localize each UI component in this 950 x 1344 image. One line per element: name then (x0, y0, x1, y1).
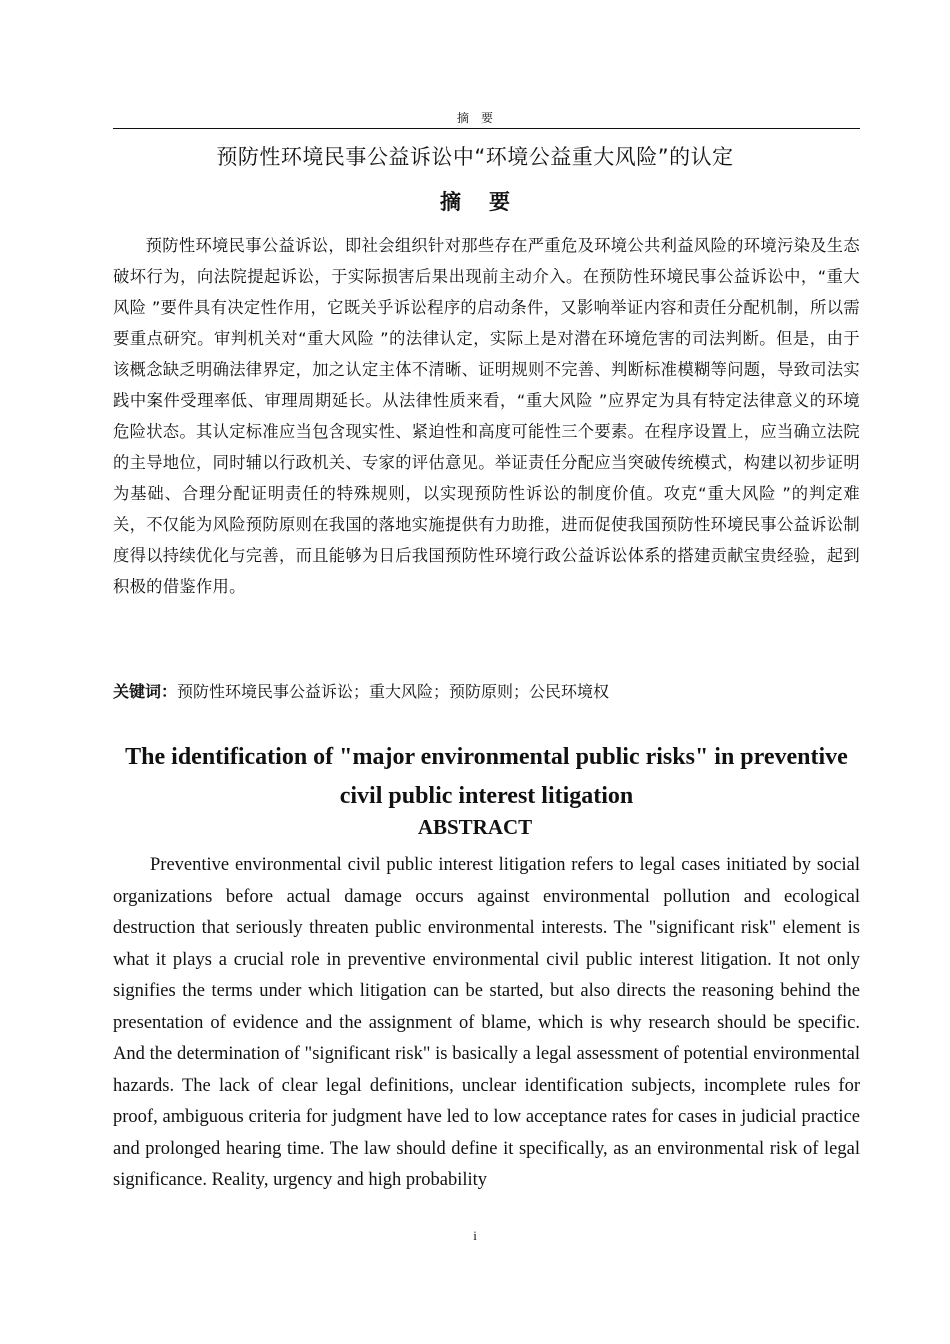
english-abstract-body: Preventive environmental civil public interest litigation refers to legal cases initiated by social organizations before actual damage occurs against environmental pollution and ecological destruction that seriously threaten public environmental interests. The "significant risk" element is what it plays a crucial role in preventive environmental civil public interest litigation. It not only signifies the terms under which litigation can be started, but also directs the reasoning behind the presentation of evidence and the assignment of blame, which is why research should be specific. And the determination of "significant risk" is basically a legal assessment of potential environmental hazards. The lack of clear legal definitions, unclear identification subjects, incomplete rules for proof, ambiguous criteria for judgment have led to low acceptance rates for cases in judicial practice and prolonged hearing time. The law should define it specifically, as an environmental risk of legal significance. Reality, urgency and high probability (113, 855, 860, 1190)
chinese-abstract-body: 预防性环境民事公益诉讼，即社会组织针对那些存在严重危及环境公共利益风险的环境污染及生态破坏行为，向法院提起诉讼，于实际损害后果出现前主动介入。在预防性环境民事公益诉讼中，“重大风险 ”要件具有决定性作用，它既关乎诉讼程序的启动条件，又影响举证内容和责任分配机制，所以需要重点研究。审判机关对“重大风险 ”的法律认定，实际上是对潜在环境危害的司法判断。但是，由于该概念缺乏明确法律界定，加之认定主体不清晰、证明规则不完善、判断标准模糊等问题，导致司法实践中案件受理率低、审理周期延长。从法律性质来看，“重大风险 ”应界定为具有特定法律意义的环境危险状态。其认定标准应当包含现实性、紧迫性和高度可能性三个要素。在程序设置上，应当确立法院的主导地位，同时辅以行政机关、专家的评估意见。举证责任分配应当突破传统模式，构建以初步证明为基础、合理分配证明责任的特殊规则，以实现预防性诉讼的制度价值。攻克“重大风险 ”的判定难关，不仅能为风险预防原则在我国的落地实施提供有力助推，进而促使我国预防性环境民事公益诉讼制度得以持续优化与完善，而且能够为日后我国预防性环境行政公益诉讼体系的搭建贡献宝贵经验，起到积极的借鉴作用。 (113, 236, 860, 596)
keywords-value: 预防性环境民事公益诉讼；重大风险；预防原则；公民环境权 (177, 682, 610, 701)
english-title: The identification of "major environmental public risks" in preventive civil public interest litigation (125, 744, 848, 809)
page-number: i (473, 1228, 477, 1243)
keywords-line (113, 678, 860, 706)
running-header: 摘要 (456, 111, 505, 125)
english-abstract-heading: ABSTRACT (417, 815, 533, 839)
keywords-label: 关键词： (113, 682, 178, 701)
chinese-title: 预防性环境民事公益诉讼中“环境公益重大风险”的认定 (216, 145, 734, 169)
header-divider (113, 128, 860, 129)
chinese-abstract-heading: 摘要 (440, 190, 538, 214)
